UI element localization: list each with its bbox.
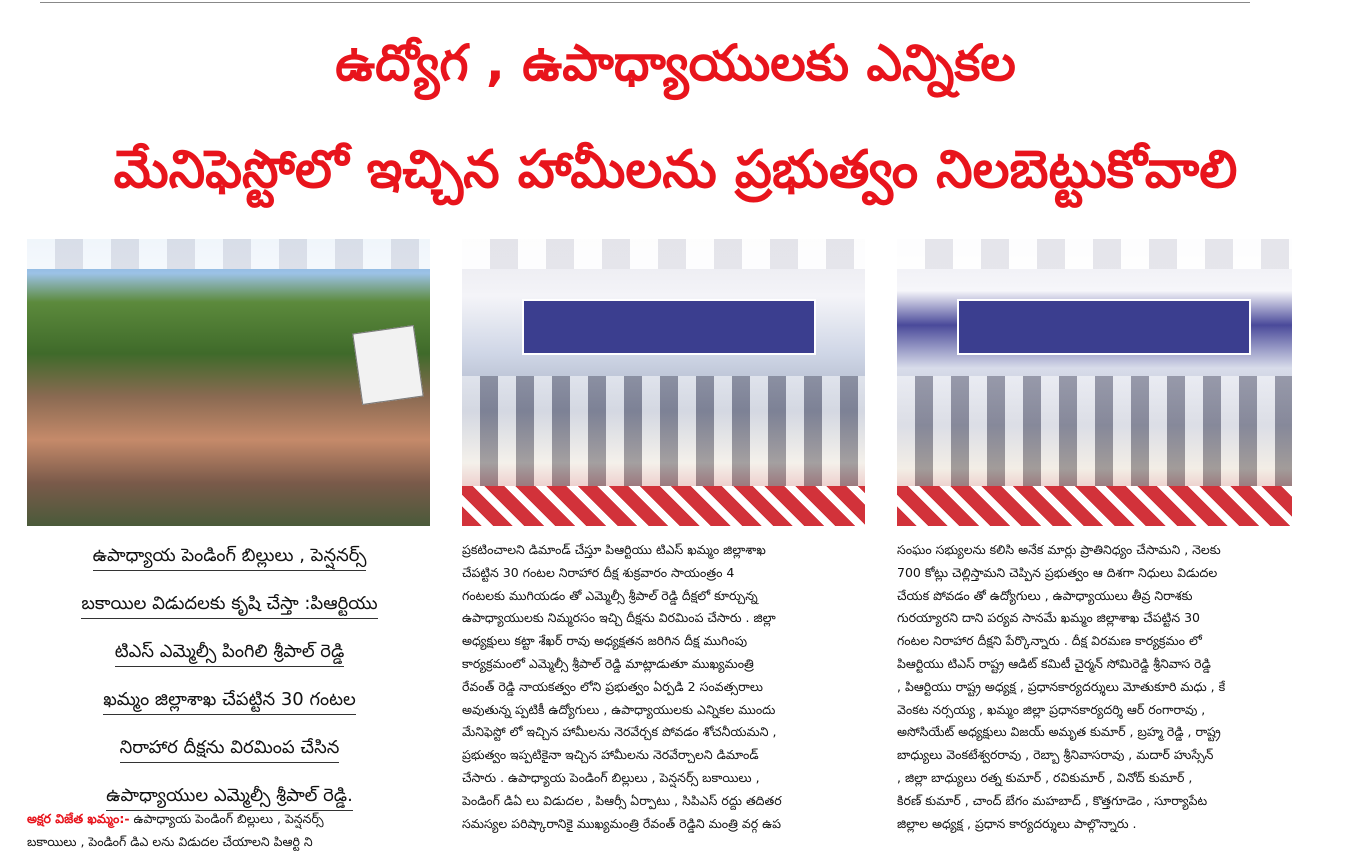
article-column-2: [462, 539, 867, 835]
article-line: కిరణ్ కుమార్ , చాంద్ బేగం మహబాద్ , కొత్తగూడెం , సూర్యాపేట: [897, 792, 1208, 808]
caption-line: టిఎస్ ఎమ్మెల్సీ పింగిలి శ్రీపాల్ రెడ్డి: [27, 628, 432, 676]
article-line: పెండింగ్ డిఏ లు విడుదల , పిఆర్సీ ఏర్పాటు , సిపిఎస్ రద్దు తదితర: [462, 792, 782, 808]
article-line: అసోసియేట్ అధ్యక్షులు విజయ్ అమృత కుమార్ , బ్రహ్మ రెడ్డి , రాష్ట్ర: [897, 724, 1221, 740]
byline: అక్షర విజేత ఖమ్మం:-: [27, 811, 130, 826]
article-line: , జిల్లా బాధ్యులు రత్న కుమార్ , రవికుమార్ , వినోద్ కుమార్ ,: [897, 769, 1193, 785]
article-line: పిఆర్టియు టిఎస్ రాష్ట్ర ఆడిట్ కమిటీ చైర్మన్ సోమిరెడ్డి శ్రీనివాస రెడ్డి: [897, 655, 1211, 671]
article-line: గురయ్యారని దాని పర్యవ సానమే ఖమ్మం జిల్లాశాఖ చేపట్టిన 30: [897, 610, 1200, 626]
caption-line: నిరాహార దీక్షను విరమింప చేసిన: [27, 724, 432, 772]
article-line: బకాయిలు , పెండింగ్ డిఎ లను విడుదల చేయాలని పిఆర్టి ని: [27, 833, 313, 849]
article-line: చేసారు . ఉపాధ్యాయ పెండింగ్ బిల్లులు , పెన్షనర్స్ బకాయిలు ,: [462, 769, 760, 785]
article-line: గంటలకు ముగియడం తో ఎమ్మెల్సీ శ్రీపాల్ రెడ్డి దీక్షలో కూర్చున్న: [462, 587, 758, 603]
article-line: చేపట్టిన 30 గంటల నిరాహార దీక్ష శుక్రవారం సాయంత్రం 4: [462, 564, 735, 580]
article-column-1: [27, 808, 432, 854]
article-line: 700 కోట్లు చెల్లిస్తామని చెప్పిన ప్రభుత్వం ఆ దిశగా నిధులు విడుదల: [897, 564, 1218, 580]
carpet: [462, 486, 865, 526]
article-line: సంఘం సభ్యులను కలిసి అనేక మార్లు ప్రాతినిధ్యం చేసామని , నెలకు: [897, 542, 1221, 557]
prtu-banner: [957, 299, 1251, 355]
tent-canopy: [462, 239, 865, 269]
prtu-banner: [522, 299, 816, 355]
headline-line-1: ఉద్యోగ , ఉపాధ్యాయులకు ఎన్నికల: [335, 34, 1016, 92]
seated-protesters: [897, 376, 1292, 486]
article-line: బాధ్యులు వెంకటేశ్వరరావు , రెబ్బా శ్రీనివాసరావు , మదార్ హుస్సేన్: [897, 747, 1214, 763]
caption-line: ఖమ్మం జిల్లాశాఖ చేపట్టిన 30 గంటల: [27, 676, 432, 724]
tent-canopy: [27, 239, 430, 269]
article-line: జిల్లాల అధ్యక్ష , ప్రధాన కార్యదర్శులు పాల్గొన్నారు .: [897, 815, 1137, 831]
article-line: అధ్యక్షులు కట్టా శేఖర్ రావు అధ్యక్షతన జరిగిన దీక్ష ముగింపు: [462, 633, 748, 649]
carpet: [897, 486, 1292, 526]
photo-caption: [27, 532, 432, 820]
caption-line: ఉపాధ్యాయుల ఎమ్మెల్సీ శ్రీపాల్ రెడ్డి.: [27, 772, 432, 820]
caption-line: బకాయిల విడుదలకు కృషి చేస్తా :పిఆర్టియు: [27, 580, 432, 628]
article-line: ప్రభుత్వం ఇప్పటికైనా ఇచ్చిన హామీలను నెరవేర్చాలని డిమాండ్: [462, 747, 759, 763]
article-line: , పిఆర్టియు రాష్ట్ర అధ్యక్ష , ప్రధానకార్యదర్శులు మోతుకూరి మధు , కే: [897, 678, 1226, 694]
article-line: గంటల నిరాహార దీక్షని పేర్కొన్నారు . దీక్ష విరమణ కార్యక్రమం లో: [897, 633, 1202, 649]
seated-protesters: [462, 376, 865, 486]
top-rule: [40, 2, 1250, 3]
tent-canopy: [897, 239, 1292, 269]
headline-line-2: మేనిఫెస్టోలో ఇచ్చిన హామీలను ప్రభుత్వం నిలబెట్టుకోవాలి: [113, 140, 1238, 200]
article-line: ప్రకటించాలని డిమాండ్ చేస్తూ పిఆర్టియు టిఎస్ ఖమ్మం జిల్లాశాఖ: [462, 542, 766, 557]
placard: [352, 325, 423, 405]
photo-mlc-offering-juice: [462, 239, 865, 526]
article-line: ఉపాధ్యాయులకు నిమ్మరసం ఇచ్చి దీక్షను విరమింప చేసారు . జిల్లా: [462, 610, 776, 626]
article-line: కార్యక్రమంలో ఎమ్మెల్సీ శ్రీపాల్ రెడ్డి మాట్లాడుతూ ముఖ్యమంత్రి: [462, 655, 754, 671]
article-line: వెంకట నర్సయ్య , ఖమ్మం జిల్లా ప్రధానకార్యదర్శి ఆర్ రంగారావు ,: [897, 701, 1206, 717]
article-line: సమస్యల పరిష్కారానికై ముఖ్యమంత్రి రేవంత్ రెడ్డిని మంత్రి వర్గ ఉప: [462, 815, 782, 831]
article-column-3: [897, 539, 1297, 835]
caption-line: ఉపాధ్యాయ పెండింగ్ బిల్లులు , పెన్షనర్స్: [27, 532, 432, 580]
photo-gathering-outdoor: [27, 239, 430, 526]
article-line: మేనిఫెస్టో లో ఇచ్చిన హామీలను నెరవేర్చక పోవడం శోచనీయమని ,: [462, 724, 777, 740]
article-line: రేవంత్ రెడ్డి నాయకత్వం లోని ప్రభుత్వం ఏర్పడి 2 సంవత్సరాలు: [462, 678, 764, 694]
article-line: అవుతున్న ప్పటికీ ఉద్యోగులు , ఉపాధ్యాయులకు ఎన్నికల ముందు: [462, 701, 776, 717]
article-line: చేయక పోవడం తో ఉద్యోగులు , ఉపాధ్యాయులు తీవ్ర నిరాశకు: [897, 587, 1193, 603]
article-line: అక్షర విజేత ఖమ్మం:- ఉపాధ్యాయ పెండింగ్ బిల్లులు , పెన్షనర్స్: [27, 811, 324, 826]
photo-hunger-strike-group: [897, 239, 1292, 526]
